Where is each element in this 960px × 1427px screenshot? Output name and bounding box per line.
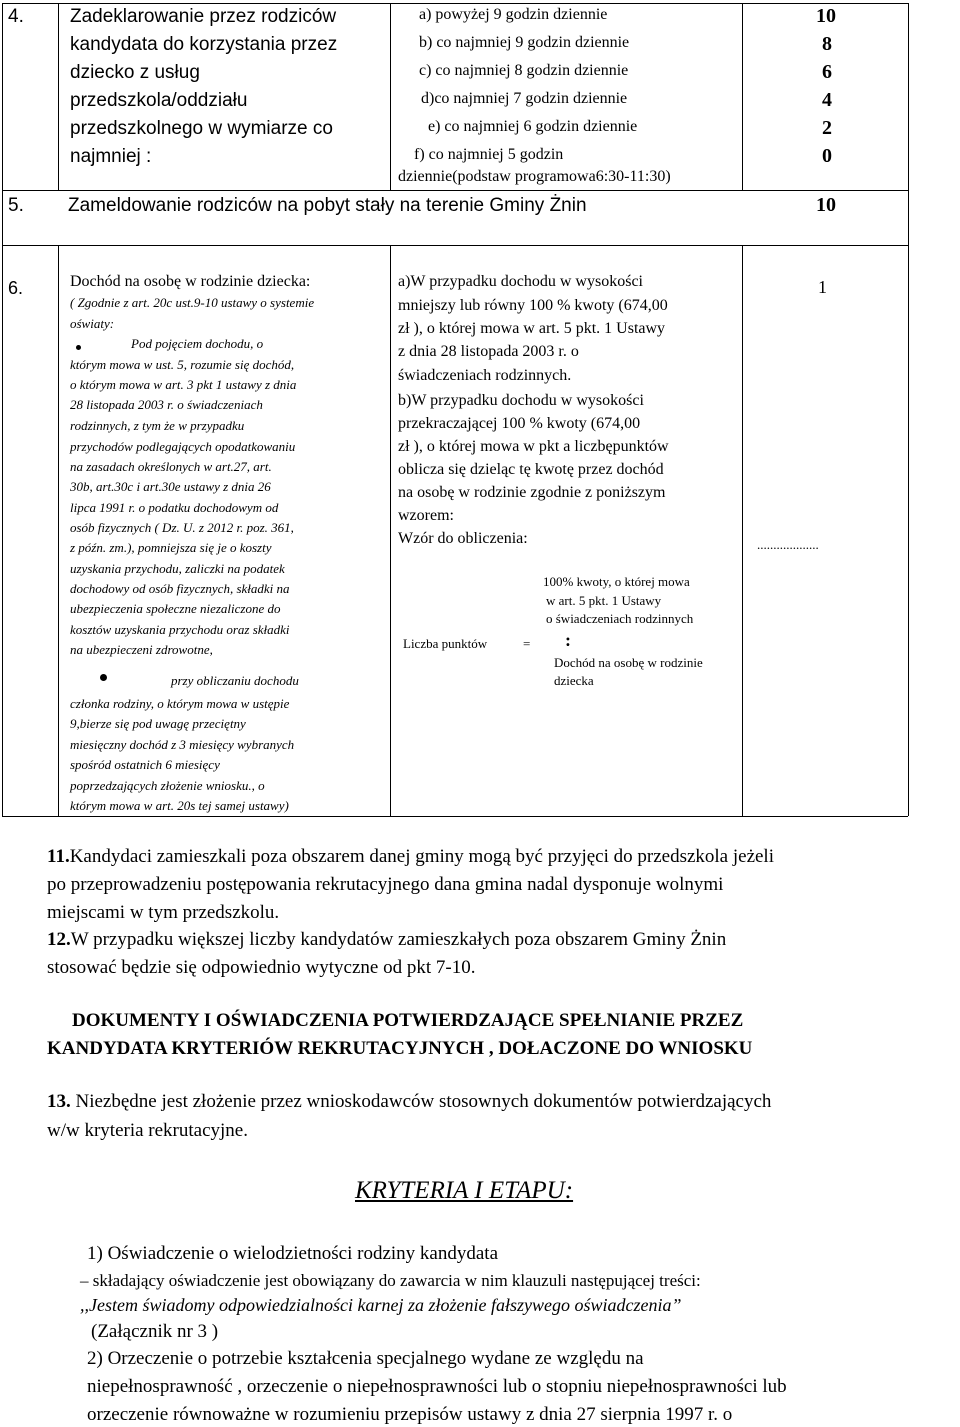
list-item: 1) Oświadczenie o wielodzietności rodziny kandydata: [87, 1243, 498, 1264]
table-border: [58, 245, 59, 816]
list-item: ,,Jestem świadomy odpowiedzialności karnej za złożenie fałszywego oświadczenia”: [80, 1295, 682, 1315]
points-value: 2: [822, 117, 832, 139]
text-line: zł ), o której mowa w art. 5 pkt. 1 Ustawy: [398, 320, 666, 337]
list-item: – składający oświadczenie jest obowiązany do zawarcia w nim klauzuli następującej treści:: [80, 1271, 701, 1290]
text-line: 9,bierze się pod uwagę przeciętny: [70, 716, 246, 731]
text-line: którym mowa w art. 20s tej samej ustawy): [70, 798, 289, 813]
list-item: orzeczenie równoważne w rozumieniu przepisów ustawy z dnia 27 sierpnia 1997 r. o: [87, 1404, 733, 1425]
option-text: b) co najmniej 9 godzin dziennie: [419, 34, 630, 51]
option-text: f) co najmniej 5 godzin: [414, 146, 564, 163]
text-line: osób fizycznych ( Dz. U. z 2012 r. poz. 361,: [70, 520, 294, 535]
text-line: na zasadach określonych w art.27, art.: [70, 459, 272, 474]
text-line: wzorem:: [398, 507, 454, 524]
paragraph-number: 13.: [47, 1091, 71, 1112]
table-border: [390, 245, 391, 816]
text-line: Wzór do obliczenia:: [398, 530, 528, 547]
formula-equals: =: [523, 636, 531, 651]
formula-divide: :: [565, 630, 571, 650]
option-text: d)co najmniej 7 godzin dziennie: [421, 90, 628, 107]
table-border: [390, 3, 391, 190]
text-line: b)W przypadku dochodu w wysokości: [398, 392, 644, 409]
text-line: ubezpieczenia społeczne niezaliczone do: [70, 601, 281, 616]
option-text: c) co najmniej 8 godzin dziennie: [419, 62, 629, 79]
bullet-icon: [100, 674, 107, 681]
points-value: 4: [822, 89, 832, 111]
text-line: o którym mowa w art. 3 pkt 1 ustawy z dnia: [70, 377, 297, 392]
text-line: poprzedzających złożenie wniosku., o: [70, 778, 265, 793]
table-border: [742, 245, 743, 816]
text-line: przychodów podlegających opodatkowaniu: [70, 439, 296, 454]
text-line: dochodowy od osób fizycznych, składki na: [70, 581, 290, 596]
text-line: miesięczny dochód z 3 miesięcy wybranych: [70, 737, 295, 752]
paragraph-number: 12.: [47, 929, 71, 950]
table-border: [2, 3, 3, 816]
text-line: którym mowa w ust. 5, rozumie się dochód,: [70, 357, 295, 372]
formula-numerator: w art. 5 pkt. 1 Ustawy: [546, 593, 662, 608]
text-line: a)W przypadku dochodu w wysokości: [398, 273, 643, 290]
text-line: miejscami w tym przedszkolu.: [47, 902, 280, 923]
option-text: a) powyżej 9 godzin dziennie: [419, 6, 608, 23]
row6-title: Dochód na osobę w rodzinie dziecka:: [70, 273, 311, 290]
text-line: przekraczającej 100 % kwoty (674,00: [398, 415, 641, 432]
formula-label: Liczba punktów: [403, 636, 488, 651]
text-line: na osobę w rodzinie zgodnie z poniższym: [398, 484, 666, 501]
formula-denominator: dziecka: [554, 673, 594, 688]
heading-line: KANDYDATA KRYTERIÓW REKRUTACYJNYCH , DOŁACZONE DO WNIOSKU: [47, 1038, 753, 1059]
table-border: [742, 3, 743, 190]
heading-line: DOKUMENTY I OŚWIADCZENIA POTWIERDZAJĄCE SPEŁNIANIE PRZEZ: [72, 1010, 744, 1031]
points-value: 8: [822, 33, 832, 55]
label-line: kandydata do korzystania przez: [70, 34, 338, 55]
text-line: rodzinnych, z tym że w przypadku: [70, 418, 245, 433]
text-line: świadczeniach rodzinnych.: [398, 367, 572, 384]
points-value: 0: [822, 145, 832, 167]
text-line: ( Zgodnie z art. 20c ust.9-10 ustawy o systemie: [70, 295, 315, 310]
label-line: przedszkolnego w wymiarze co: [70, 118, 333, 139]
text-line: kosztów uzyskania przychodu oraz składki: [70, 622, 290, 637]
table-border: [2, 190, 908, 191]
row-number: 4.: [8, 6, 24, 27]
formula-numerator: 100% kwoty, o której mowa: [543, 574, 690, 589]
text-line: 30b, art.30c i art.30e ustawy z dnia 26: [70, 479, 271, 494]
text-line: 28 listopada 2003 r. o świadczeniach: [70, 397, 263, 412]
text-line: spośród ostatnich 6 miesięcy: [70, 757, 220, 772]
text-line: stosować będzie się odpowiednio wytyczne od pkt 7-10.: [47, 957, 476, 978]
list-item: 2) Orzeczenie o potrzebie kształcenia specjalnego wydane ze względu na: [87, 1348, 644, 1369]
text-line: po przeprowadzeniu postępowania rekrutacyjnego dana gmina nadal dysponuje wolnymi: [47, 874, 724, 895]
list-item: niepełnosprawność , orzeczenie o niepełnosprawności lub o stopniu niepełnosprawności lub: [87, 1376, 787, 1397]
text-line: przy obliczaniu dochodu: [171, 673, 299, 688]
option-text: dziennie(podstaw programowa6:30-11:30): [398, 168, 671, 185]
text-line: oświaty:: [70, 316, 115, 331]
text-line: Niezbędne jest złożenie przez wnioskodawców stosownych dokumentów potwierdzających: [70, 1091, 772, 1112]
table-border: [2, 3, 908, 4]
list-item: (Załącznik nr 3 ): [91, 1321, 219, 1342]
text-line: Pod pojęciem dochodu, o: [131, 336, 264, 351]
table-border: [58, 3, 59, 190]
row-number: 5.: [8, 195, 24, 216]
option-text: e) co najmniej 6 godzin dziennie: [428, 118, 638, 135]
label-line: dziecko z usług: [70, 62, 200, 83]
label-line: najmniej :: [70, 146, 152, 167]
text-line: Kandydaci zamieszkali poza obszarem danej gminy mogą być przyjęci do przedszkola jeżeli: [69, 846, 774, 867]
points-value: 10: [816, 5, 836, 27]
points-blank: ...................: [757, 537, 819, 552]
text-line: zł ), o której mowa w pkt a liczbępunktów: [398, 438, 669, 455]
text-line: oblicza się dzieląc tę kwotę przez dochód: [398, 461, 664, 478]
points-value: 6: [822, 61, 832, 83]
text-line: z dnia 28 listopada 2003 r. o: [398, 343, 579, 360]
text-line: na ubezpieczeni zdrowotne,: [70, 642, 213, 657]
text-line: lipca 1991 r. o podatku dochodowym od: [70, 500, 279, 515]
formula-denominator: Dochód na osobę w rodzinie: [554, 655, 703, 670]
text-line: W przypadku większej liczby kandydatów zamieszkałych poza obszarem Gminy Żnin: [70, 929, 727, 950]
text-line: członka rodziny, o którym mowa w ustępie: [70, 696, 290, 711]
kryteria-title: KRYTERIA I ETAPU:: [355, 1177, 574, 1204]
text-line: mniejszy lub równy 100 % kwoty (674,00: [398, 297, 668, 314]
table-border: [908, 3, 909, 816]
points-value: 1: [818, 277, 827, 297]
table-border: [2, 816, 908, 817]
row5-label: Zameldowanie rodziców na pobyt stały na terenie Gminy Żnin: [68, 195, 587, 216]
paragraph-number: 11.: [47, 846, 70, 867]
bullet-icon: [76, 345, 81, 350]
label-line: przedszkola/oddziału: [70, 90, 248, 111]
row-number: 6.: [8, 278, 24, 298]
formula-numerator: o świadczeniach rodzinnych: [546, 611, 694, 626]
text-line: uzyskania przychodu, zaliczki na podatek: [70, 561, 285, 576]
text-line: w/w kryteria rekrutacyjne.: [47, 1120, 248, 1141]
label-line: Zadeklarowanie przez rodziców: [70, 6, 337, 27]
table-border: [2, 245, 908, 246]
points-value: 10: [816, 194, 836, 216]
text-line: z późn. zm.), pomniejsza się je o koszty: [70, 540, 272, 555]
